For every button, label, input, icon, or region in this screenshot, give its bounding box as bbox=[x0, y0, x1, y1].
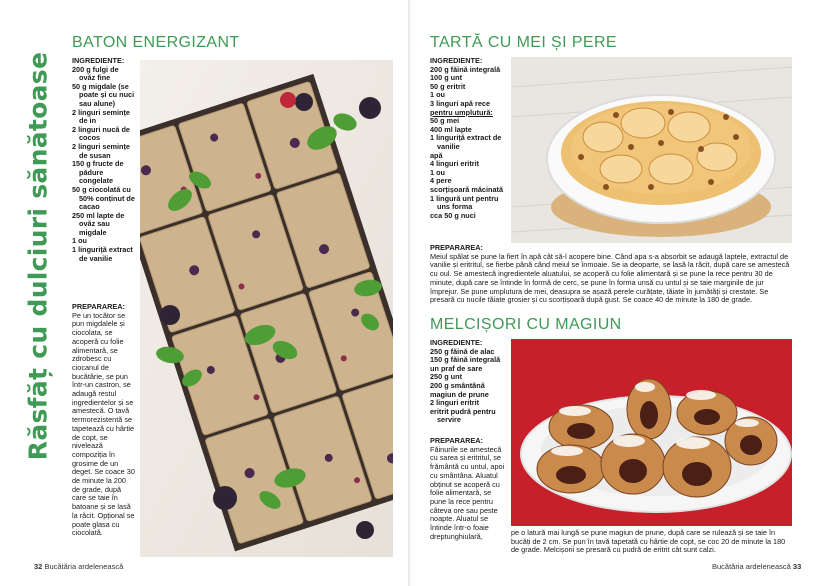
page-gutter bbox=[408, 0, 412, 586]
ingredient-item: 2 linguri eritrit bbox=[430, 398, 480, 408]
ingredient-item: 1 linguriță extract de vanilie bbox=[72, 245, 133, 263]
baton-photo bbox=[140, 60, 393, 557]
melcisori-illustration bbox=[511, 339, 792, 526]
preparation-tarta bbox=[430, 244, 792, 305]
ingredients-label: INGREDIENTE: bbox=[72, 56, 125, 65]
preparation-melcisori bbox=[430, 437, 508, 541]
ingredient-item: 2 linguri semințe de in bbox=[72, 107, 130, 126]
ingredient-subheading: pentru umplutură: bbox=[430, 107, 493, 117]
recipe-title-tarta: TARTĂ CU MEI ȘI PERE bbox=[430, 34, 617, 51]
preparation-text: Pe un tocător se pun migdalele și ciocolata, se acoperă cu folie alimentară, se zdrobesc cu ciocanul de bucătărie, se pun într-un castron, se adaugă restul ingredientelor și se amestecă. O tavă termorezistentă se tapetează cu hârtie de copt, se nivelează compoziția în grosime de un deget. Se coace 30 de minute la 200 de grade, după care se taie în batoane și se lasă la răcit. Opțional se poate glasa cu ciocolată. bbox=[72, 310, 135, 538]
ingredient-list bbox=[72, 66, 136, 264]
ingredient-item: 200 g smântână bbox=[430, 380, 485, 390]
preparation-label: PREPARAREA: bbox=[72, 302, 125, 311]
ingredient-item: 400 ml lapte bbox=[430, 124, 472, 134]
ingredient-item: 2 linguri semințe de susan bbox=[72, 141, 130, 160]
ingredient-item: 150 g făină integrală bbox=[430, 355, 501, 365]
ingredient-item: 1 linguriță extract de vanilie bbox=[430, 133, 502, 151]
section-title-text: Răsfăț cu dulciuri sănătoase bbox=[23, 51, 53, 461]
ingredients-label: INGREDIENTE: bbox=[430, 56, 483, 65]
ingredient-item: 200 g făină integrală bbox=[430, 64, 501, 74]
preparation-text: pe o latură mai lungă se pune magiun de prune, după care se rulează și se taie în bucăți de 2 cm. Se pun în tavă tapetată cu hârtie de copt, se coc 20 de minute la 180 de grade. Melcișorii se presară cu pudră de eritrit cât sunt calzi. bbox=[511, 528, 786, 555]
ingredient-item: 1 lingură unt pentru uns forma bbox=[430, 193, 499, 212]
ingredient-item: 50 g ciocolată cu 50% conținut de cacao bbox=[72, 184, 135, 212]
ingredient-list bbox=[430, 348, 508, 425]
section-title bbox=[21, 36, 55, 476]
ingredient-item: 250 ml lapte de ovăz sau migdale bbox=[72, 210, 125, 237]
ingredients-melcisori bbox=[430, 339, 508, 425]
ingredient-item: 1 ou bbox=[430, 167, 445, 177]
preparation-text: Meiul spălat se pune la fiert în apă cât să-l acopere bine. Când apa s-a absorbit se adaugă laptele, extractul de vanilie și eritritul, se fierbe până când meiul se înmoaie. Se ia deoparte, se lasă la răcit, după care se amestecă cu oul. Se amestecă ingredientele aluatului, se acoperă cu folie alimentară și se pune la rece pentru 30 de minute, după care se întinde în formă de cerc, se pune în forma unsă cu untul și se taie marginile de jur împrejur. Se pune umplutura de mei, deasupra se așază perele curățate, tăiate în jumătăți și crestate. Se presară cu nucile tăiate grosier și cu scorțișoară după gust. Se coace 40 de minute la 180 de grade. bbox=[430, 251, 790, 305]
ingredient-item: 3 linguri apă rece bbox=[430, 98, 491, 108]
ingredient-item: eritrit pudră pentru servire bbox=[430, 406, 496, 425]
preparation-text: Făinurile se amestecă cu sarea și eritritul, se frământă cu untul, apoi cu smântâna. Aluatul obținut se acoperă cu folie alimentară, se pune la rece pentru câteva ore sau peste noapte. Aluatul se întinde într-o foaie dreptunghiulară, bbox=[430, 444, 505, 541]
ingredient-item: scorțișoară măcinată bbox=[430, 184, 504, 194]
preparation-baton bbox=[72, 303, 136, 538]
preparation-melcisori-continued bbox=[511, 529, 792, 555]
ingredients-label: INGREDIENTE: bbox=[430, 338, 483, 347]
ingredient-item: 100 g unt bbox=[430, 73, 463, 83]
ingredient-item: un praf de sare bbox=[430, 363, 483, 373]
ingredient-item: 150 g fructe de pădure congelate bbox=[72, 159, 124, 186]
ingredient-item: 50 g mei bbox=[430, 116, 460, 126]
ingredient-list bbox=[430, 66, 508, 221]
ingredient-item: 250 g unt bbox=[430, 372, 463, 382]
ingredient-item: 4 linguri eritrit bbox=[430, 159, 480, 169]
preparation-label: PREPARAREA: bbox=[430, 436, 483, 445]
ingredient-item: 50 g migdale (se poate și cu nuci sau alune) bbox=[72, 81, 135, 108]
footer-left bbox=[34, 562, 123, 571]
ingredient-item: 250 g făină de alac bbox=[430, 346, 495, 356]
ingredients-baton bbox=[72, 57, 136, 263]
recipe-title-baton: BATON ENERGIZANT bbox=[72, 34, 240, 51]
magazine-name: Bucătăria ardelenească bbox=[44, 562, 124, 571]
baton-illustration bbox=[140, 60, 393, 557]
ingredient-item: apă bbox=[430, 150, 443, 160]
page-number: 32 bbox=[34, 562, 43, 571]
preparation-label: PREPARAREA: bbox=[430, 243, 483, 252]
footer-right bbox=[712, 562, 801, 571]
magazine-name: Bucătăria ardelenească bbox=[712, 562, 791, 571]
recipe-title-melcisori: MELCIȘORI CU MAGIUN bbox=[430, 316, 622, 333]
ingredient-item: cca 50 g nuci bbox=[430, 210, 476, 220]
ingredient-item: magiun de prune bbox=[430, 389, 489, 399]
tarta-photo bbox=[511, 57, 792, 243]
ingredients-tarta bbox=[430, 57, 508, 220]
ingredient-item: 1 ou bbox=[72, 236, 87, 246]
ingredient-item: 4 pere bbox=[430, 176, 452, 186]
ingredient-item: 50 g eritrit bbox=[430, 81, 466, 91]
ingredient-item: 2 linguri nucă de cocos bbox=[72, 124, 130, 143]
ingredient-item: 200 g fulgi de ovăz fine bbox=[72, 64, 119, 83]
ingredient-item: 1 ou bbox=[430, 90, 445, 100]
tarta-illustration bbox=[511, 57, 792, 243]
melcisori-photo bbox=[511, 339, 792, 526]
page-number: 33 bbox=[792, 562, 802, 571]
